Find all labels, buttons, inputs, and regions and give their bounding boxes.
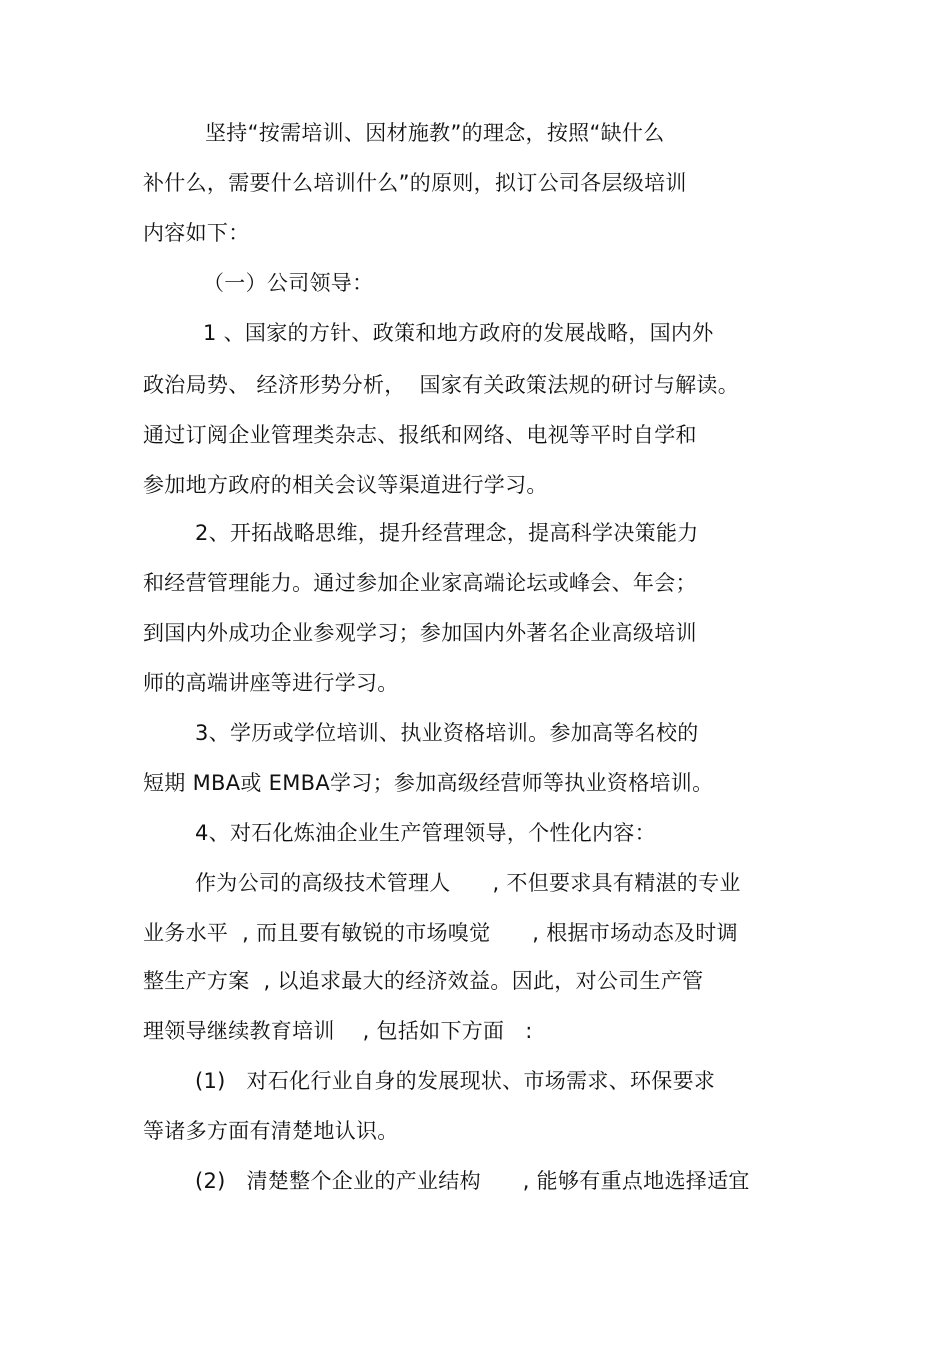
- paragraph-line: 理领导继续教育培训 , 包括如下方面 :: [143, 1019, 533, 1043]
- paragraph-line: 3、学历或学位培训、执业资格培训。参加高等名校的: [195, 721, 699, 745]
- paragraph-line: 作为公司的高级技术管理人 , 不但要求具有精湛的专业: [195, 871, 741, 895]
- paragraph-line: 参加地方政府的相关会议等渠道进行学习。: [143, 473, 548, 497]
- paragraph-line: (1) 对石化行业自身的发展现状、市场需求、环保要求: [195, 1069, 716, 1093]
- paragraph-line: 1 、国家的方针、政策和地方政府的发展战略，国内外: [203, 321, 714, 345]
- paragraph-line: 通过订阅企业管理类杂志、报纸和网络、电视等平时自学和: [143, 423, 697, 447]
- paragraph-line: 坚持“按需培训、因材施教”的理念，按照“缺什么: [205, 121, 665, 145]
- paragraph-line: 4、对石化炼油企业生产管理领导，个性化内容：: [195, 821, 656, 845]
- paragraph-line: 短期 MBA或 EMBA学习；参加高级经营师等执业资格培训。: [143, 771, 714, 795]
- paragraph-line: 政治局势、 经济形势分析， 国家有关政策法规的研讨与解读。: [143, 373, 740, 397]
- paragraph-line: 和经营管理能力。通过参加企业家高端论坛或峰会、年会；: [143, 571, 697, 595]
- paragraph-line: 整生产方案 , 以追求最大的经济效益。因此，对公司生产管: [143, 969, 704, 993]
- paragraph-line: 到国内外成功企业参观学习；参加国内外著名企业高级培训: [143, 621, 697, 645]
- paragraph-line: 师的高端讲座等进行学习。: [143, 671, 399, 695]
- paragraph-line: 等诸多方面有清楚地认识。: [143, 1119, 399, 1143]
- paragraph-line: 内容如下：: [143, 221, 250, 245]
- paragraph-line: 补什么，需要什么培训什么”的原则，拟订公司各层级培训: [143, 171, 687, 195]
- paragraph-line: 业务水平 , 而且要有敏锐的市场嗅觉 , 根据市场动态及时调: [143, 921, 738, 945]
- paragraph-line: (2) 清楚整个企业的产业结构 , 能够有重点地选择适宜: [195, 1169, 750, 1193]
- section-heading: （一）公司领导：: [203, 271, 374, 295]
- paragraph-line: 2、开拓战略思维，提升经营理念，提高科学决策能力: [195, 521, 699, 545]
